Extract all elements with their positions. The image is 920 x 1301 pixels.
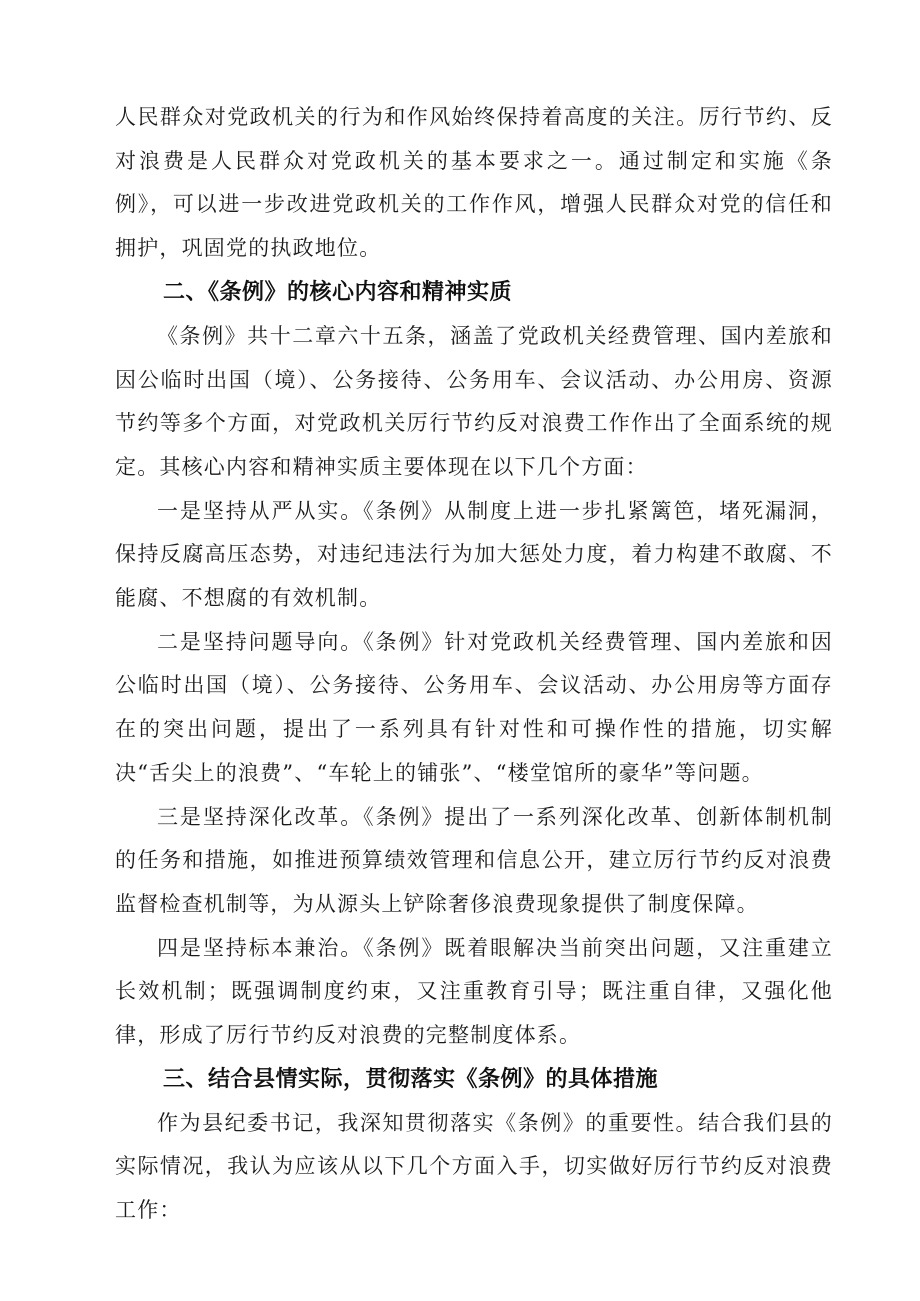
section-heading-2: 二、《条例》的核心内容和精神实质 [163, 279, 513, 305]
section-heading-3: 三、结合县情实际，贯彻落实《条例》的具体措施 [163, 1066, 659, 1092]
paragraph-measures-intro: 作为县纪委书记，我深知贯彻落实《条例》的重要性。结合我们县的实际情况，我认为应该从以下几个方面入手，切实做好厉行节约反对浪费工作： [115, 1110, 833, 1223]
document-body [115, 96, 833, 1233]
paragraph-point-3: 三是坚持深化改革。《条例》提出了一系列深化改革、创新体制机制的任务和措施，如推进预算绩效管理和信息公开，建立厉行节约反对浪费监督检查机制等，为从源头上铲除奢侈浪费现象提供了制度保障。 [115, 804, 833, 916]
paragraph-point-1: 一是坚持从严从实。《条例》从制度上进一步扎紧篱笆，堵死漏洞，保持反腐高压态势，对违纪违法行为加大惩处力度，着力构建不敢腐、不能腐、不想腐的有效机制。 [115, 498, 833, 611]
paragraph-point-4: 四是坚持标本兼治。《条例》既着眼解决当前突出问题，又注重建立长效机制；既强调制度约束，又注重教育引导；既注重自律，又强化他律，形成了厉行节约反对浪费的完整制度体系。 [115, 935, 833, 1048]
paragraph-intro: 人民群众对党政机关的行为和作风始终保持着高度的关注。厉行节约、反对浪费是人民群众对党政机关的基本要求之一。通过制定和实施《条例》，可以进一步改进党政机关的工作作风，增强人民群众对党的信任和拥护，巩固党的执政地位。 [115, 105, 833, 261]
paragraph-overview: 《条例》共十二章六十五条，涵盖了党政机关经费管理、国内差旅和因公临时出国（境）、公务接待、公务用车、会议活动、办公用房、资源节约等多个方面，对党政机关厉行节约反对浪费工作作出了全面系统的规定。其核心内容和精神实质主要体现在以下几个方面： [115, 323, 833, 479]
paragraph-point-2: 二是坚持问题导向。《条例》针对党政机关经费管理、国内差旅和因公临时出国（境）、公务接待、公务用车、会议活动、办公用房等方面存在的突出问题，提出了一系列具有针对性和可操作性的措施，切实解决“舌尖上的浪费”、“车轮上的铺张”、“楼堂馆所的豪华”等问题。 [115, 629, 833, 785]
